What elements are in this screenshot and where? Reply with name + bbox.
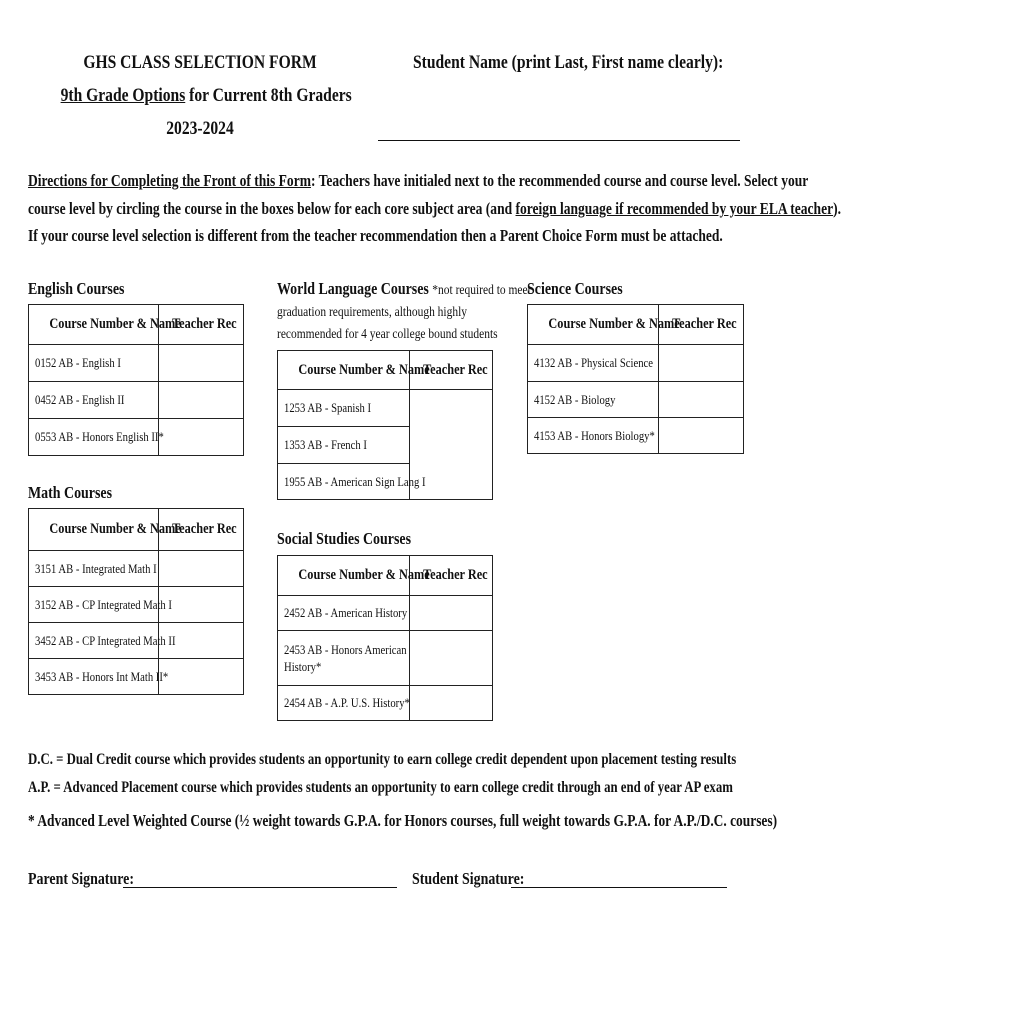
table-header-row <box>29 305 244 345</box>
table-row[interactable] <box>528 418 744 454</box>
table-row[interactable] <box>278 596 493 631</box>
course-cell[interactable]: 0452 AB - English II <box>29 382 159 419</box>
teacher-rec-cell[interactable] <box>159 382 244 419</box>
directions-line-2-start: course level by circling the course in the boxes below for each core subject area (and <box>28 199 516 218</box>
col-course-header: Course Number & Name <box>278 351 410 390</box>
subtitle-rest: for Current 8th Graders <box>185 85 352 106</box>
col-teacher-rec-header: Teacher Rec <box>159 509 244 551</box>
science-courses-table <box>527 304 744 454</box>
weighted-course-note: * Advanced Level Weighted Course (½ weight towards G.P.A. for Honors courses, full weight towards G.P.A. for A.P./D.C. courses) <box>28 811 778 830</box>
course-cell[interactable]: 3453 AB - Honors Int Math II* <box>29 659 159 695</box>
course-cell[interactable]: 2452 AB - American History <box>278 596 410 631</box>
directions-line-2-underlined: foreign language if recommended by your ELA teacher <box>515 199 834 218</box>
teacher-rec-cell[interactable] <box>659 382 744 418</box>
table-row[interactable] <box>278 686 493 721</box>
teacher-rec-cell[interactable] <box>410 686 493 721</box>
directions-line-2 <box>28 199 1019 219</box>
course-cell[interactable]: 0152 AB - English I <box>29 345 159 382</box>
student-name-label: Student Name (print Last, First name clearly): <box>413 52 724 73</box>
student-signature-line[interactable] <box>511 887 727 888</box>
world-language-note-2: graduation requirements, although highly <box>277 305 468 320</box>
table-header-row <box>528 305 744 345</box>
table-row[interactable] <box>528 345 744 382</box>
course-cell[interactable]: 2453 AB - Honors American History* <box>278 631 410 686</box>
table-header-row <box>278 351 493 390</box>
form-subtitle <box>30 85 370 107</box>
col-course-header: Course Number & Name <box>29 305 159 345</box>
math-courses-table <box>28 508 244 695</box>
school-year: 2023-2024 <box>166 118 234 139</box>
world-language-note-1: *not required to meet <box>432 283 531 298</box>
course-cell[interactable]: 3151 AB - Integrated Math I <box>29 551 159 587</box>
form-title: GHS CLASS SELECTION FORM <box>83 52 317 73</box>
english-courses-title: English Courses <box>28 279 125 298</box>
teacher-rec-cell[interactable] <box>410 631 493 686</box>
math-courses-title: Math Courses <box>28 483 113 502</box>
directions-line-1 <box>28 171 980 191</box>
col-teacher-rec-header: Teacher Rec <box>410 556 493 596</box>
directions-heading: Directions for Completing the Front of this Form <box>28 171 311 190</box>
course-cell[interactable]: 4153 AB - Honors Biology* <box>528 418 659 454</box>
col-teacher-rec-header: Teacher Rec <box>659 305 744 345</box>
col-course-header: Course Number & Name <box>29 509 159 551</box>
course-cell[interactable]: 2454 AB - A.P. U.S. History* <box>278 686 410 721</box>
social-studies-table <box>277 555 493 721</box>
advanced-placement-note: A.P. = Advanced Placement course which provides students an opportunity to earn college credit through an end of year AP exam <box>28 779 733 796</box>
table-row[interactable] <box>528 382 744 418</box>
science-courses-title: Science Courses <box>527 279 623 298</box>
dual-credit-note: D.C. = Dual Credit course which provides students an opportunity to earn college credit dependent upon placement testing results <box>28 751 737 768</box>
col-teacher-rec-header: Teacher Rec <box>159 305 244 345</box>
parent-signature-label: Parent Signature: <box>28 869 134 888</box>
table-row[interactable] <box>29 659 244 695</box>
course-cell[interactable]: 3452 AB - CP Integrated Math II <box>29 623 159 659</box>
teacher-rec-cell[interactable] <box>659 345 744 382</box>
table-row[interactable] <box>29 345 244 382</box>
world-language-title-text: World Language Courses <box>277 279 429 298</box>
course-cell[interactable]: 0553 AB - Honors English II* <box>29 419 159 456</box>
course-cell[interactable]: 1955 AB - American Sign Lang I <box>278 464 410 500</box>
world-language-note-3: recommended for 4 year college bound students <box>277 327 498 342</box>
table-row[interactable] <box>29 382 244 419</box>
english-courses-table <box>28 304 244 456</box>
table-header-row <box>29 509 244 551</box>
table-row[interactable] <box>278 390 493 427</box>
teacher-rec-cell[interactable] <box>159 659 244 695</box>
course-cell[interactable]: 1253 AB - Spanish I <box>278 390 410 427</box>
teacher-rec-cell[interactable] <box>159 419 244 456</box>
table-header-row <box>278 556 493 596</box>
teacher-rec-cell[interactable] <box>410 596 493 631</box>
col-course-header: Course Number & Name <box>278 556 410 596</box>
directions-line-1-text: : Teachers have initialed next to the recommended course and course level. Select your <box>310 171 809 190</box>
table-row[interactable] <box>29 419 244 456</box>
subtitle-underlined: 9th Grade Options <box>60 85 186 106</box>
directions-line-3: If your course level selection is different from the teacher recommendation then a Parent Choice Form must be attached. <box>28 226 723 245</box>
teacher-rec-cell[interactable] <box>159 551 244 587</box>
course-cell[interactable]: 4152 AB - Biology <box>528 382 659 418</box>
directions-line-2-end: ). <box>833 199 841 218</box>
course-cell[interactable]: 1353 AB - French I <box>278 427 410 464</box>
table-row[interactable] <box>29 587 244 623</box>
col-course-header: Course Number & Name <box>528 305 659 345</box>
teacher-rec-cell[interactable] <box>159 345 244 382</box>
parent-signature-line[interactable] <box>123 887 397 888</box>
course-cell[interactable]: 4132 AB - Physical Science <box>528 345 659 382</box>
social-studies-title: Social Studies Courses <box>277 529 412 548</box>
course-cell[interactable]: 3152 AB - CP Integrated Math I <box>29 587 159 623</box>
table-row[interactable] <box>278 631 493 686</box>
world-language-table <box>277 350 493 500</box>
student-name-line[interactable] <box>378 140 740 141</box>
col-teacher-rec-header: Teacher Rec <box>410 351 493 390</box>
teacher-rec-cell[interactable] <box>659 418 744 454</box>
student-signature-label: Student Signature: <box>412 869 525 888</box>
table-row[interactable] <box>29 551 244 587</box>
table-row[interactable] <box>29 623 244 659</box>
